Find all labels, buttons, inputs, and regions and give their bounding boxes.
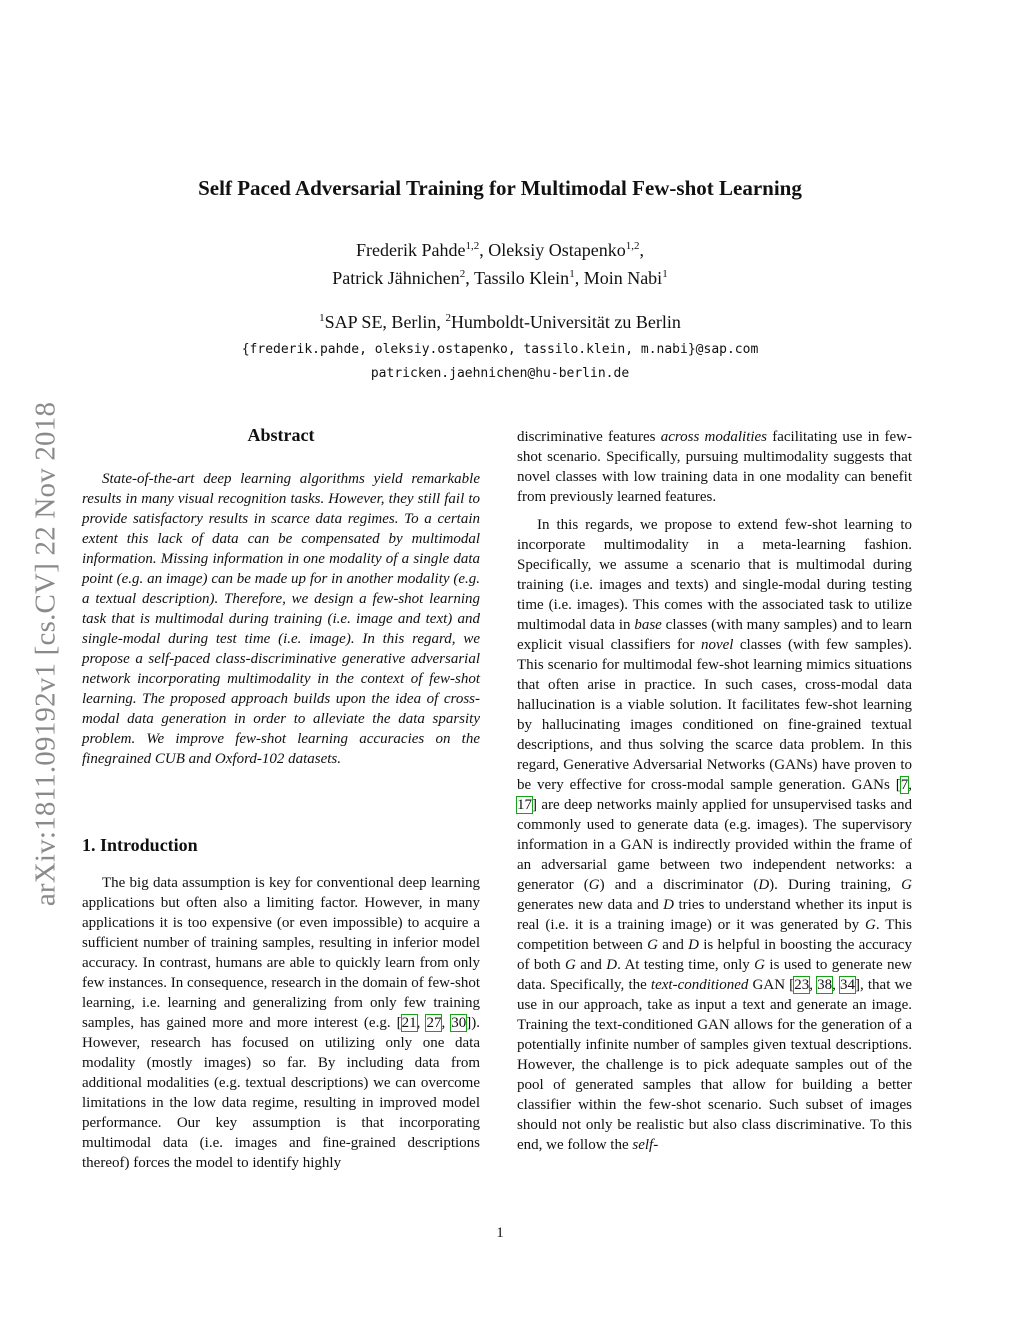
abstract-heading: Abstract [247,425,315,445]
citation-link[interactable]: 38 [817,977,833,993]
author-affiliation-mark: 1,2 [625,240,640,252]
citation-link[interactable]: 7 [900,777,909,793]
author-name: Tassilo Klein [473,268,570,288]
arxiv-side-stamp: arXiv:1811.09192v1 [cs.CV] 22 Nov 2018 [29,401,62,907]
right-column-text [517,427,912,1155]
paper-title: Self Paced Adversarial Training for Multimodal Few-shot Learning [198,176,802,200]
citation-link[interactable]: 21 [401,1015,417,1031]
author-name: Moin Nabi [583,268,663,288]
author-line-2: Patrick Jähnichen$^2$, Tassilo Klein$^1$, Moin Nabi$^1$ [332,268,668,288]
author-affiliation-mark: 2 [459,268,466,280]
author-name: Oleksiy Ostapenko [488,240,626,260]
right-paragraph-1: discriminative features across modalities facilitating use in few-shot scenario. Specifically, pursuing multimodality suggests that novel classes with low training data in one modality can benefit from previously learned features. [517,429,912,505]
page-number: 1 [496,1225,504,1241]
introduction-heading: 1. Introduction [82,835,198,855]
citation-link[interactable]: 17 [517,797,532,813]
author-list [200,236,800,292]
email-line-sap[interactable]: {frederik.pahde, oleksiy.ostapenko, tassilo.klein, m.nabi}@sap.com [241,342,759,357]
right-paragraph-2: In this regards, we propose to extend few-shot learning to incorporate multimodality in a meta-learning fashion. Specifically, we assume a scenario that is multimodal during training (i.e. images and texts) and single-modal during testing time (i.e. images). This comes with the associated task to utilize multimodal data in base classes (with many samples) and to learn explicit visual classifiers for novel classes (with few samples). This scenario for multimodal few-shot learning mimics situations that often arise in practice. In such cases, cross-modal data hallucination is a viable solution. It facilitates few-shot learning by hallucinating images conditioned on fine-grained textual descriptions, and thus solving the scarce data problem. In this regard, Generative Adversarial Networks (GANs) have proven to be very effective for cross-modal sample generation. GANs [7, 17] are deep networks mainly applied for unsupervised tasks and commonly used to generate data (e.g. images). The supervisory information in a GAN is indirectly provided within the frame of an adversarial game between two independent networks: a generator (G) and a discriminator (D). During training, G generates new data and D tries to understand whether its input is real (i.e. it is a training image) or it was generated by G. This competition between G and D is helpful in boosting the accuracy of both G and D. At testing time, only G is used to generate new data. Specifically, the text-conditioned GAN [23, 38, 34], that we use in our approach, take as input a text and generate an image. Training the text-conditioned GAN allows for the generation of a potentially infinite number of samples given textual descriptions. However, the challenge is to pick adequate samples out of the pool of generated samples that allow for building a better classifier within the few-shot scenario. Such subset of images should not only be realistic but also class discriminative. To this end, we follow the self- [517,517,913,1153]
affiliations: $^1$SAP SE, Berlin, $^2$Humboldt-Universität zu Berlin [319,312,681,332]
author-name: Patrick Jähnichen [332,268,460,288]
author-affiliation-mark: 1 [569,268,575,280]
email-line-hu[interactable]: patricken.jaehnichen@hu-berlin.de [370,366,630,381]
citation-link[interactable]: 30 [451,1015,467,1031]
citation-link[interactable]: 27 [426,1015,442,1031]
author-affiliation-mark: 1 [662,268,668,280]
author-emails [130,338,870,386]
citation-link[interactable]: 23 [794,977,810,993]
intro-paragraph: The big data assumption is key for conventional deep learning applications but often also a limiting factor. However, in many applications it is too expensive (or even impossible) to acquire a sufficient number of training samples, resulting in inferior model accuracy. In contrast, humans are able to quickly learn from only few instances. In consequence, research in the domain of few-shot learning, i.e. learning and generalizing from only few training samples, has gained more and more interest (e.g. [21, 27, 30]). However, research has focused on utilizing only one data modality (mostly images) so far. By including data from additional modalities (e.g. textual descriptions) we can overcome limitations in the low data regime, resulting in improved model performance. Our key assumption is that incorporating multimodal data (i.e. images and fine-grained descriptions thereof) forces the model to identify highly [82,875,480,1171]
author-name: Frederik Pahde [356,240,466,260]
citation-link[interactable]: 34 [840,977,855,993]
affiliation-sap: SAP SE, Berlin, [324,312,446,332]
author-affiliation-mark: 1,2 [465,240,480,252]
introduction-text [82,873,480,1173]
author-line-1: Frederik Pahde$^{1,2}$, Oleksiy Ostapenko$^{1,2}$, [356,240,644,260]
abstract-text: State-of-the-art deep learning algorithms yield remarkable results in many visual recognition tasks. However, they still fail to provide satisfactory results in scarce data regimes. To a certain extent this lack of data can be compensated by multimodal information. Missing information in one modality of a single data point (e.g. an image) can be made up for in another modality (e.g. a textual description). Therefore, we design a few-shot learning task that is multimodal during training (i.e. image and text) and single-modal during test time (i.e. image). In this regard, we propose a self-paced class-discriminative generative adversarial network incorporating multimodality in the context of few-shot learning. The proposed approach builds upon the idea of cross-modal data generation in order to alleviate the data sparsity problem. We improve few-shot learning accuracies on the finegrained CUB and Oxford-102 datasets. [82,471,480,767]
affiliation-hu-berlin: Humboldt-Universität zu Berlin [450,312,681,332]
